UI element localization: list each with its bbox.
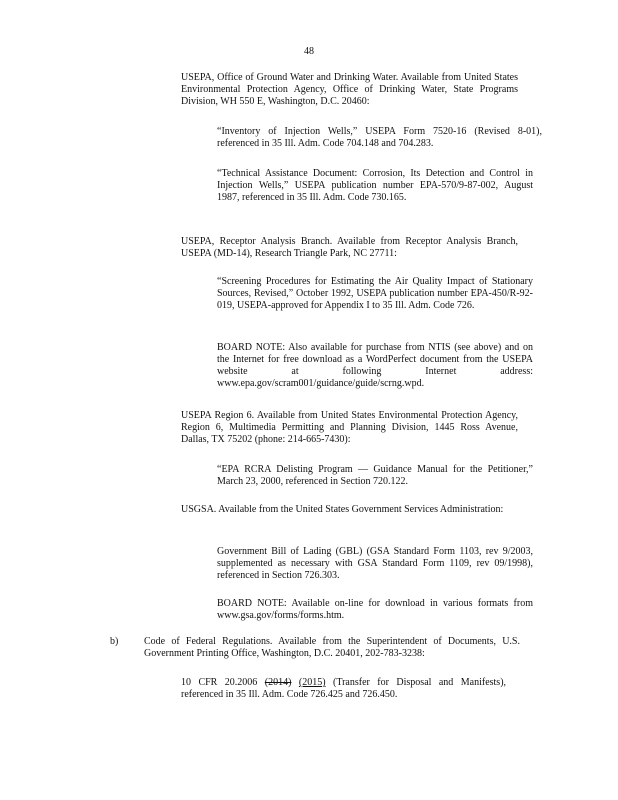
reference-item-screening-procedures: “Screening Procedures for Estimating the Air Quality Impact of Stationary Sources, Revised,” October 1992, USEPA publication number EPA-450/R-92-019, USEPA-approved for Appendix I to 35 Ill. Adm. Code 726. [217,276,533,311]
reference-item-corrosion-guidance: “Technical Assistance Document: Corrosion, Its Detection and Control in Injection Wells,” USEPA publication number EPA-570/9-87-002, August 1987, referenced in 35 Ill. Adm. Code 730.165. [217,168,533,203]
section-b-cfr-source: Code of Federal Regulations. Available from the Superintendent of Documents, U.S. Government Printing Office, Washington, D.C. 20401, 202-783-3238: [144,636,520,659]
deleted-year: (2014) [264,677,292,688]
reference-source-usepa-region-6: USEPA Region 6. Available from United States Environmental Protection Agency, Region 6, Multimedia Permitting and Planning Division, 1445 Ross Avenue, Dallas, TX 75202 (phone: 214-665-7430): [181,410,518,445]
reference-item-delisting-guidance: “EPA RCRA Delisting Program — Guidance Manual for the Petitioner,” March 23, 2000, referenced in Section 720.122. [217,464,533,487]
board-note-gsa-forms: BOARD NOTE: Available on-line for download in various formats from www.gsa.gov/forms/forms.htm. [217,598,533,621]
section-b-label: b) [110,636,119,647]
reference-source-usgsa: USGSA. Available from the United States Government Services Administration: [181,504,504,515]
inserted-year: (2015) [298,677,326,688]
page-number: 48 [304,46,314,57]
board-note-screening-download: BOARD NOTE: Also available for purchase from NTIS (see above) and on the Internet for free download as a WordPerfect document from the USEPA website at following Internet address: www.epa.gov/scram001/guidance/guide/scrng.wpd. [217,342,533,389]
cfr-description: (Transfer for Disposal and Manifests), referenced in 35 Ill. Adm. Code 726.425 and 726.450. [181,677,507,700]
reference-source-usepa-drinking-water: USEPA, Office of Ground Water and Drinking Water. Available from United States Environmental Protection Agency, Office of Drinking Water, State Programs Division, WH 550 E, Washington, D.C. 20460: [181,72,518,107]
reference-item-10-cfr-20-2006 [181,677,506,701]
reference-item-bill-of-lading: Government Bill of Lading (GBL) (GSA Standard Form 1103, rev 9/2003, supplemented as necessary with GSA Standard Form 1109, rev 09/1998), referenced in Section 726.303. [217,546,533,581]
reference-item-injection-wells-form: “Inventory of Injection Wells,” USEPA Form 7520-16 (Revised 8-01), referenced in 35 Ill. Adm. Code 704.148 and 704.283. [217,126,542,149]
cfr-citation: 10 CFR 20.2006 [181,677,258,688]
reference-source-usepa-receptor-analysis: USEPA, Receptor Analysis Branch. Available from Receptor Analysis Branch, USEPA (MD-14), Research Triangle Park, NC 27711: [181,236,518,259]
